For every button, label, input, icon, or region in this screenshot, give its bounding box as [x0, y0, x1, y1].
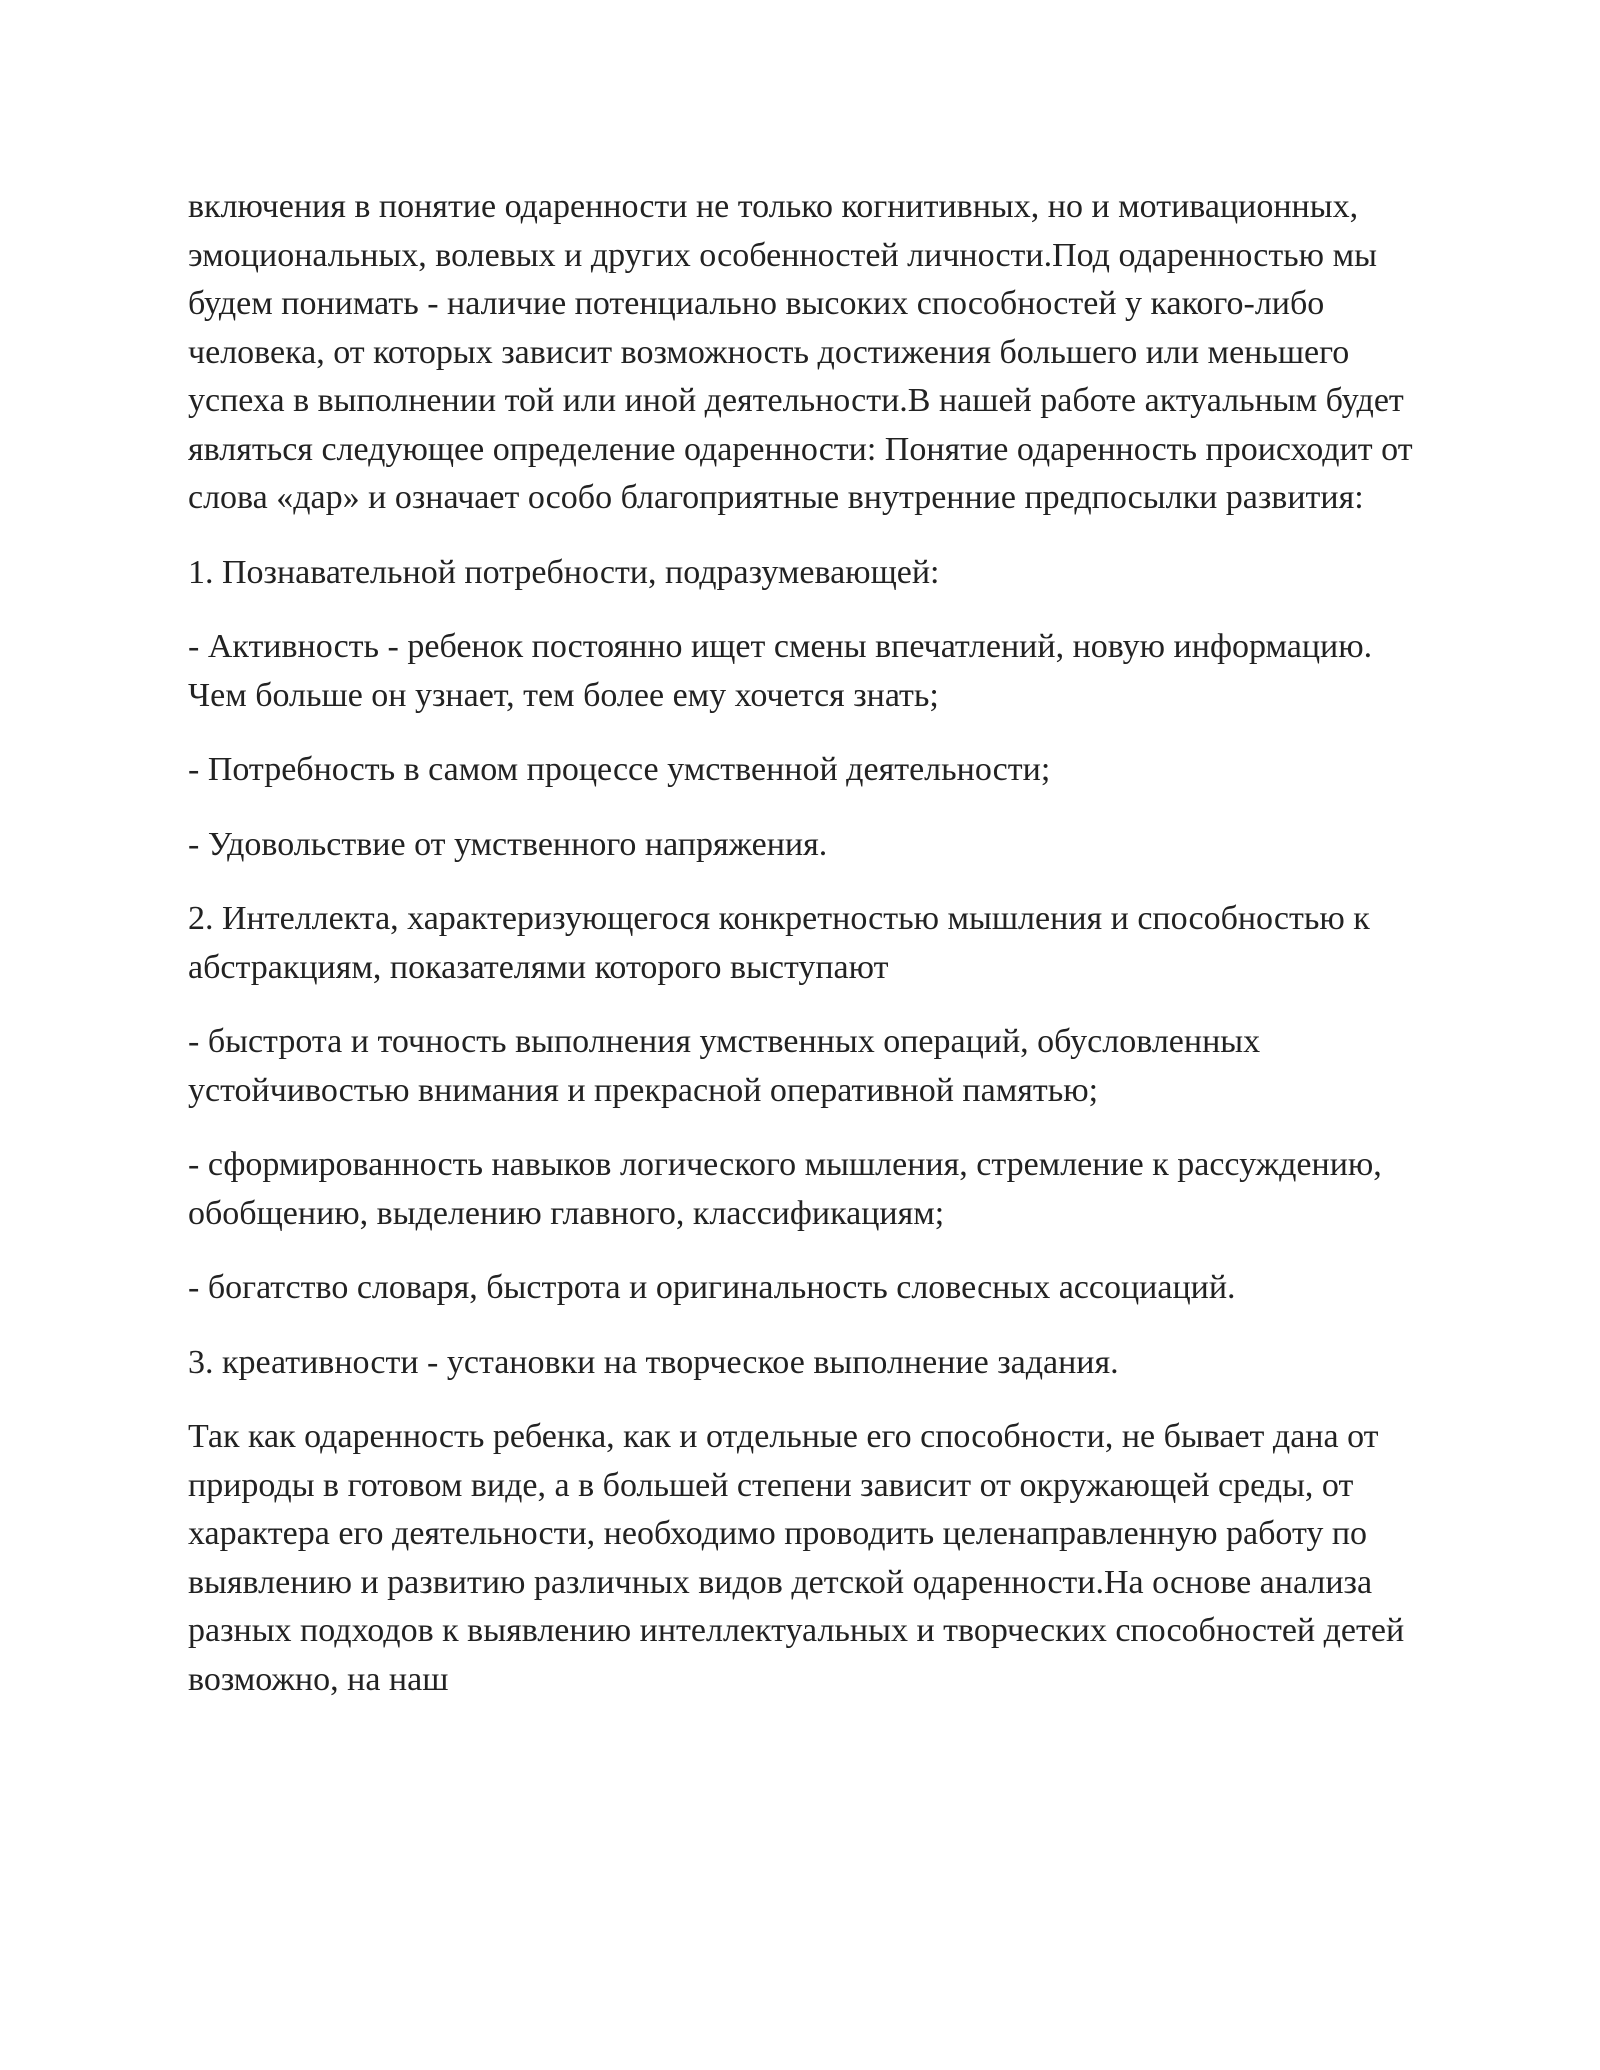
list-subitem-need-for-mental-activity: - Потребность в самом процессе умственной деятельности; [188, 751, 1051, 788]
paragraph-conclusion: Так как одаренность ребенка, как и отдельные его способности, не бывает дана от природы в готовом виде, а в большей степени зависит от окружающей среды, от характера его деятельности, необходимо проводить целенаправленную работу по выявлению и развитию различных видов детской одаренности.На основе анализа разных подходов к выявлению интеллектуальных и творческих способностей детей возможно, на наш [188, 1418, 1405, 1698]
list-subitem-vocabulary: - богатство словаря, быстрота и оригинальность словесных ассоциаций. [188, 1269, 1236, 1306]
list-subitem-logical-thinking: - сформированность навыков логического мышления, стремление к рассуждению, обобщению, выделению главного, классификациям; [188, 1146, 1382, 1232]
list-item-intellect: 2. Интеллекта, характеризующегося конкретностью мышления и способностью к абстракциям, показателями которого выступают [188, 900, 1370, 986]
list-subitem-activity: - Активность - ребенок постоянно ищет смены впечатлений, новую информацию. Чем больше он узнает, тем более ему хочется знать; [188, 628, 1373, 714]
document-body [188, 183, 1433, 1730]
list-subitem-pleasure: - Удовольствие от умственного напряжения. [188, 825, 828, 863]
list-item-creativity: 3. креативности - установки на творческое выполнение задания. [188, 1343, 1119, 1381]
list-subitem-speed-accuracy: - быстрота и точность выполнения умственных операций, обусловленных устойчивостью внимания и прекрасной оперативной памятью; [188, 1023, 1261, 1109]
paragraph-intro: включения в понятие одаренности не только когнитивных, но и мотивационных, эмоциональных, волевых и других особенностей личности.Под одаренностью мы будем понимать - наличие потенциально высоких способностей у какого-либо человека, от которых зависит возможность достижения большего или меньшего успеха в выполнении той или иной деятельности.В нашей работе актуальным будет являться следующее определение одаренности: Понятие одаренность происходит от слова «дар» и означает особо благоприятные внутренние предпосылки развития: [188, 188, 1413, 516]
list-item-cognitive-need: 1. Познавательной потребности, подразумевающей: [188, 553, 940, 591]
